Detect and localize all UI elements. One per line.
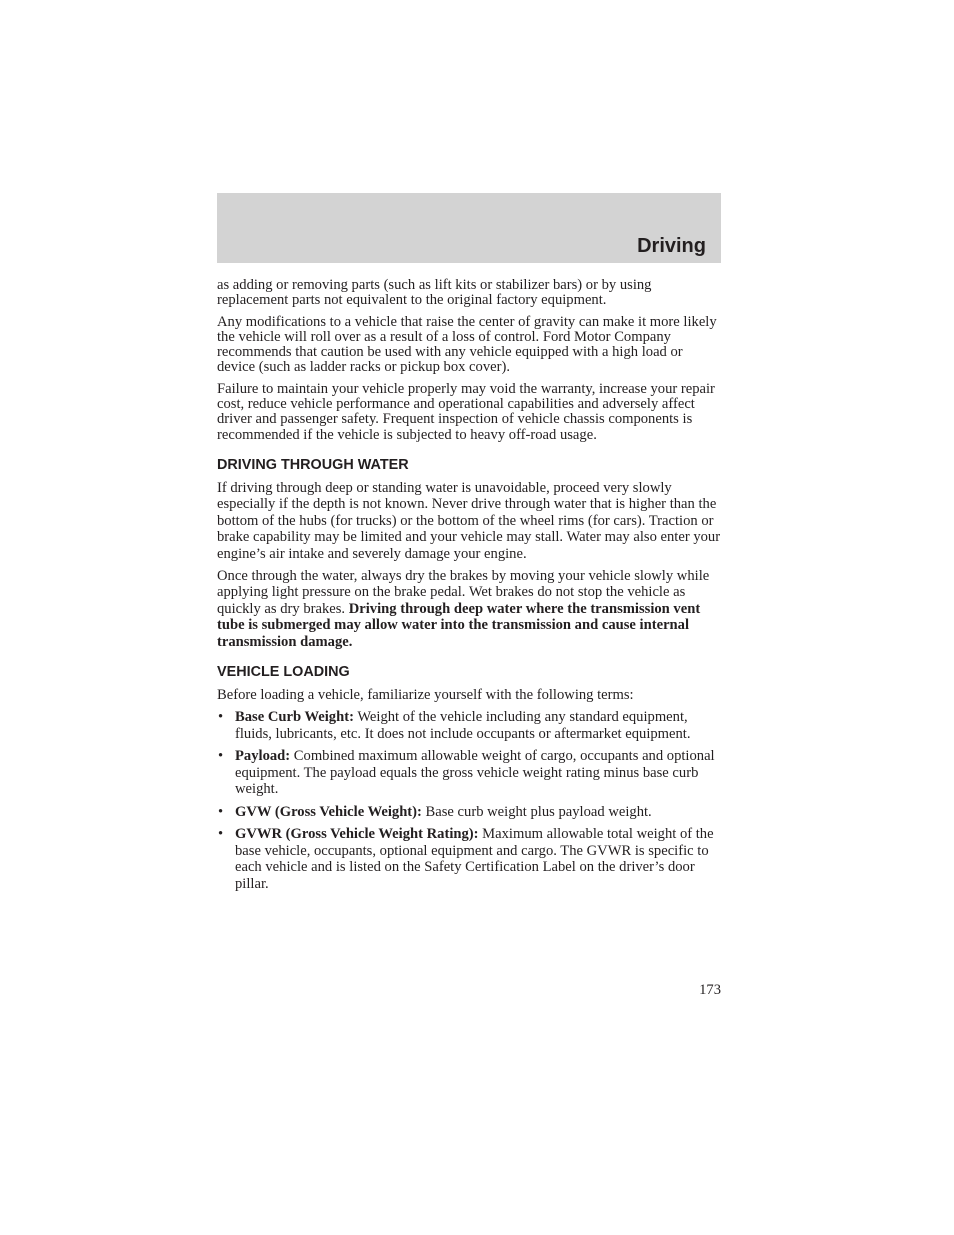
bullet-icon: • [218,709,224,726]
list-item [217,826,721,892]
intro-paragraph-1: as adding or removing parts (such as lift kits or stabilizer bars) or by using replacement parts not equivalent to the original factory equipment. [217,277,652,309]
section-header-band [217,193,721,263]
list-item [217,804,721,821]
intro-paragraph-3: Failure to maintain your vehicle properly may void the warranty, increase your repair cost, reduce vehicle performance and operational capabilities and adversely affect driver and passenger safety. Frequent inspection of vehicle chassis components is recommended if the vehicle is subjected to heavy off-road usage. [217,380,715,443]
intro-paragraph-2: Any modifications to a vehicle that raise the center of gravity can make it more likely the vehicle will roll over as a result of a loss of control. Ford Motor Company recommends that caution be used with any vehicle equipped with a high load or device (such as ladder racks or pickup box cover). [217,313,717,376]
list-item [217,748,721,798]
term-label: GVW (Gross Vehicle Weight): [235,803,422,820]
page-content [217,278,721,898]
term-definition: Base curb weight plus payload weight. [421,803,652,820]
water-paragraph-2 [217,568,721,650]
water-paragraph-2-text: Once through the water, always dry the brakes by moving your vehicle slowly while applying light pressure on the brake pedal. Wet brakes do not stop the vehicle as quickly as dry brakes. [217,568,710,617]
term-label: GVWR (Gross Vehicle Weight Rating): [235,826,479,843]
term-label: Base Curb Weight: [235,709,354,726]
list-item [217,709,721,742]
section-title: Driving [637,235,706,257]
term-definition: Weight of the vehicle including any standard equipment, fluids, lubricants, etc. It does not include occupants or aftermarket equipment. [235,709,691,742]
water-warning-text: Driving through deep water where the transmission vent tube is submerged may allow water into the transmission and cause internal transmission damage. [217,600,701,650]
page-number: 173 [699,982,721,998]
term-label: Payload: [235,748,291,765]
heading-driving-through-water: DRIVING THROUGH WATER [217,456,409,473]
loading-terms-list [217,709,721,892]
bullet-icon: • [218,748,224,765]
bullet-icon: • [218,826,224,843]
term-definition: Combined maximum allowable weight of cargo, occupants and optional equipment. The payload equals the gross vehicle weight rating minus base curb weight. [235,748,715,798]
term-definition: Maximum allowable total weight of the base vehicle, occupants, optional equipment and cargo. The GVWR is specific to each vehicle and is listed on the Safety Certification Label on the driver’s door pillar. [235,826,714,892]
bullet-icon: • [218,803,224,820]
water-paragraph-1: If driving through deep or standing water is unavoidable, proceed very slowly especially if the depth is not known. Never drive through water that is higher than the bottom of the hubs (for trucks) or the bottom of the wheel rims (for cars). Traction or brake capability may be limited and your vehicle may stall. Water may also enter your engine’s air intake and severely damage your engine. [217,479,721,562]
loading-intro: Before loading a vehicle, familiarize yourself with the following terms: [217,687,634,704]
heading-vehicle-loading: VEHICLE LOADING [217,664,350,681]
